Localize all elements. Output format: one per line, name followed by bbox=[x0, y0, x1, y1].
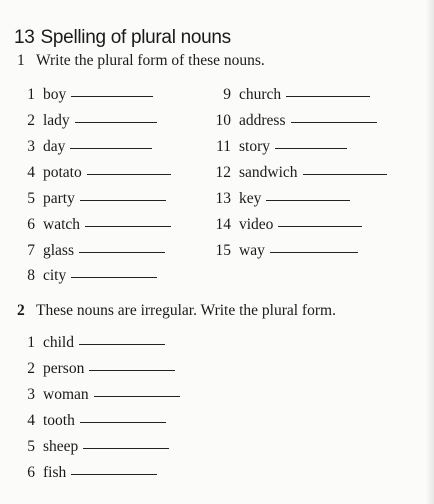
answer-line[interactable] bbox=[286, 96, 370, 97]
ex1-item-12: 12 sandwich bbox=[207, 164, 387, 182]
exercise-1-instruction bbox=[17, 52, 265, 70]
answer-line[interactable] bbox=[79, 252, 165, 253]
ex2-item-1: 1 child bbox=[11, 334, 165, 352]
unit-heading bbox=[14, 27, 231, 49]
page-edge-shadow bbox=[426, 0, 434, 504]
ex1-item-9: 9 church bbox=[207, 86, 370, 104]
exercise-1-instruction-text: Write the plural form of these nouns. bbox=[36, 52, 265, 69]
answer-line[interactable] bbox=[70, 148, 152, 149]
answer-line[interactable] bbox=[71, 277, 157, 278]
answer-line[interactable] bbox=[79, 344, 165, 345]
ex1-item-5: 5 party bbox=[11, 190, 166, 208]
ex1-item-8: 8 city bbox=[11, 267, 157, 285]
answer-line[interactable] bbox=[266, 200, 350, 201]
ex1-item-13: 13 key bbox=[207, 190, 350, 208]
answer-line[interactable] bbox=[71, 474, 157, 475]
answer-line[interactable] bbox=[291, 122, 377, 123]
exercise-2-number: 2 bbox=[17, 302, 25, 319]
answer-line[interactable] bbox=[278, 226, 362, 227]
exercise-1-number: 1 bbox=[17, 52, 25, 69]
answer-line[interactable] bbox=[71, 96, 153, 97]
answer-line[interactable] bbox=[270, 252, 358, 253]
exercise-2-instruction bbox=[17, 302, 336, 320]
ex1-item-7: 7 glass bbox=[11, 242, 165, 260]
ex1-item-15: 15 way bbox=[207, 242, 358, 260]
ex1-item-3: 3 day bbox=[11, 138, 152, 156]
ex2-item-4: 4 tooth bbox=[11, 412, 166, 430]
ex1-item-11: 11 story bbox=[207, 138, 347, 156]
ex2-item-3: 3 woman bbox=[11, 386, 180, 404]
answer-line[interactable] bbox=[94, 396, 180, 397]
ex2-item-5: 5 sheep bbox=[11, 438, 169, 456]
answer-line[interactable] bbox=[80, 200, 166, 201]
answer-line[interactable] bbox=[275, 148, 347, 149]
unit-title: Spelling of plural nouns bbox=[40, 27, 231, 48]
answer-line[interactable] bbox=[75, 122, 157, 123]
answer-line[interactable] bbox=[87, 174, 171, 175]
answer-line[interactable] bbox=[83, 448, 169, 449]
ex1-item-10: 10 address bbox=[207, 112, 377, 130]
exercise-2-instruction-text: These nouns are irregular. Write the plural form. bbox=[36, 302, 336, 319]
ex1-item-1: 1 boy bbox=[11, 86, 153, 104]
ex2-item-6: 6 fish bbox=[11, 464, 157, 482]
ex1-item-14: 14 video bbox=[207, 216, 362, 234]
ex2-item-2: 2 person bbox=[11, 360, 175, 378]
ex1-item-2: 2 lady bbox=[11, 112, 157, 130]
answer-line[interactable] bbox=[85, 226, 171, 227]
ex1-item-4: 4 potato bbox=[11, 164, 171, 182]
answer-line[interactable] bbox=[303, 174, 387, 175]
ex1-item-6: 6 watch bbox=[11, 216, 171, 234]
answer-line[interactable] bbox=[89, 370, 175, 371]
answer-line[interactable] bbox=[80, 422, 166, 423]
unit-number: 13 bbox=[14, 27, 35, 48]
